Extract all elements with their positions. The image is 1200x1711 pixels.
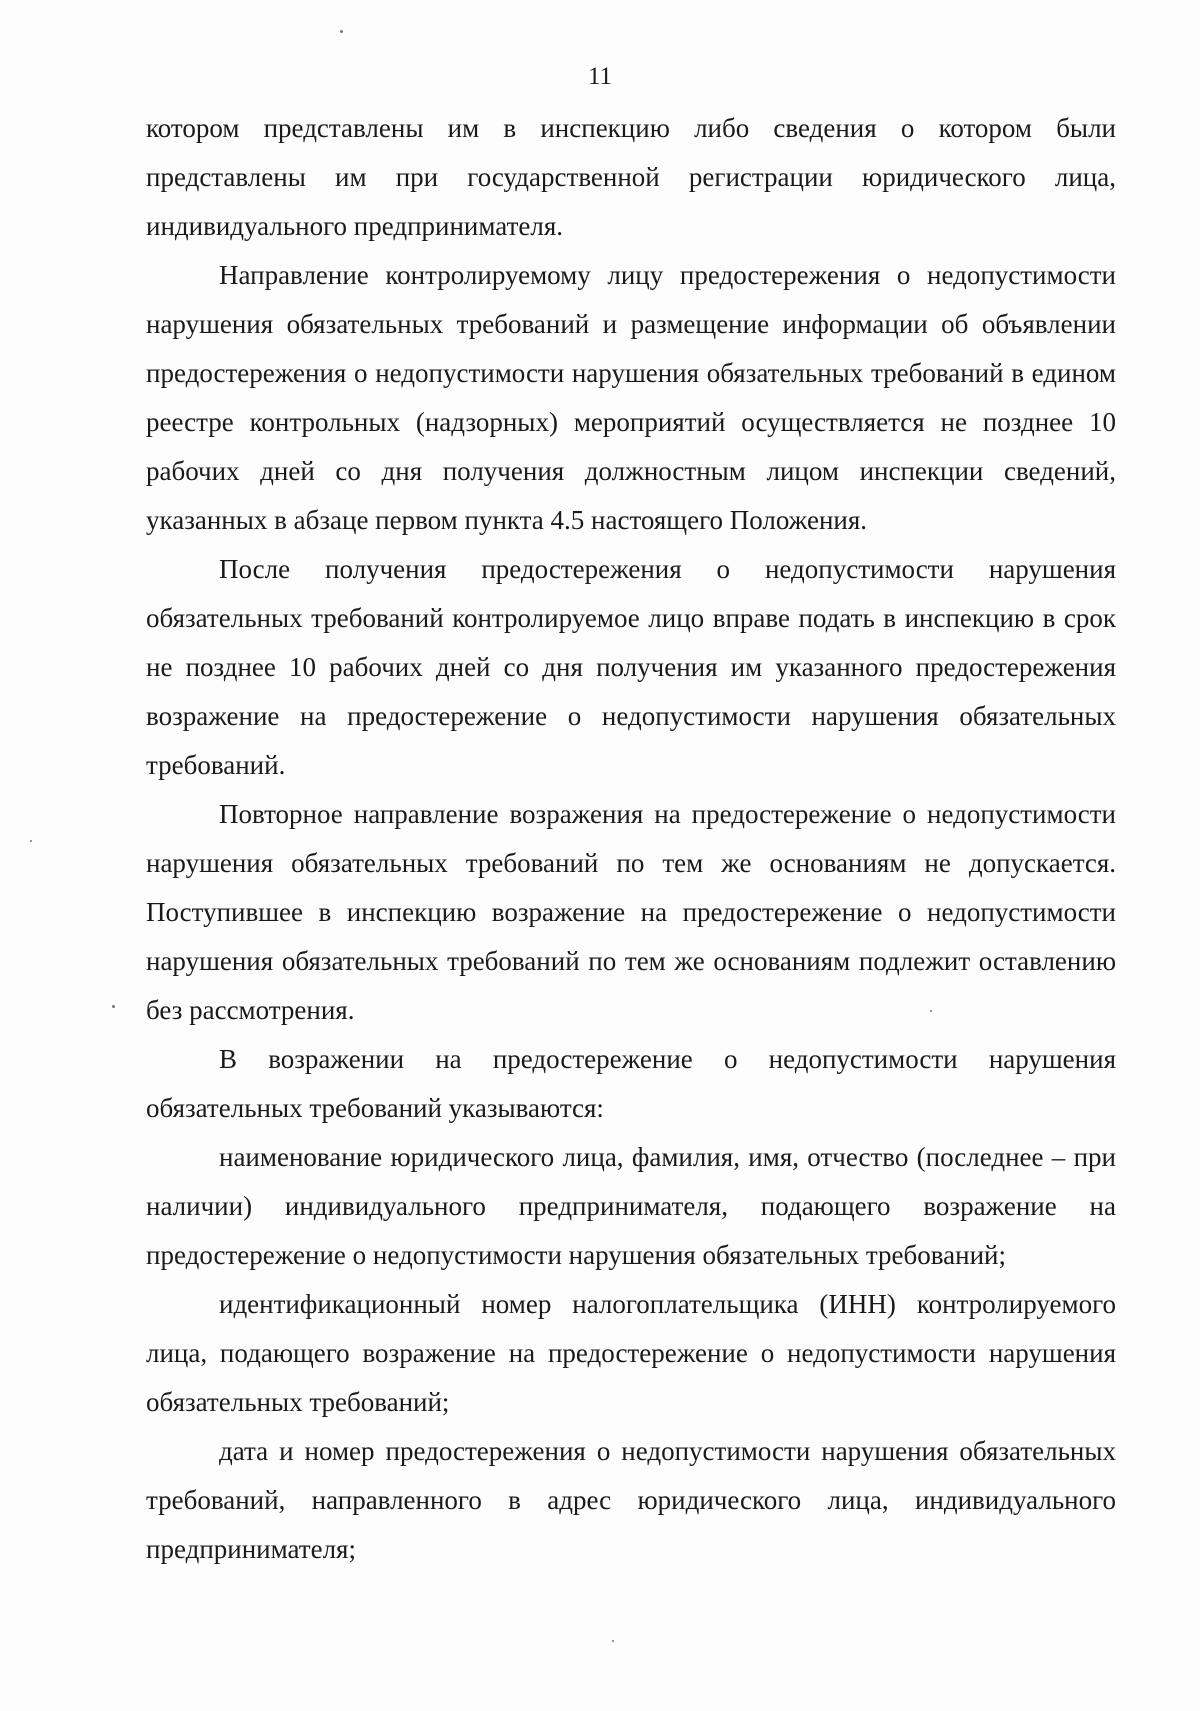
scan-speck xyxy=(30,840,32,842)
paragraph-continuation: котором представлены им в инспекцию либо сведения о котором были представлены им при государственной регистрации юридического лица, индивидуального предпринимателя. xyxy=(146,113,1116,241)
paragraph-warning-direction: Направление контролируемому лицу предостережения о недопустимости нарушения обязательных требований и размещение информации об объявлении предостережения о недопустимости нарушения обязательных требований в едином реестре контрольных (надзорных) мероприятий осуществляется не позднее 10 рабочих дней со дня получения должностным лицом инспекции сведений, указанных в абзаце первом пункта 4.5 настоящего Положения. xyxy=(146,260,1116,535)
scan-speck xyxy=(930,1010,932,1012)
list-item-name: наименование юридического лица, фамилия, имя, отчество (последнее – при наличии) индивидуального предпринимателя, подающего возражение на предостережение о недопустимости нарушения обязательных требований; xyxy=(146,1142,1116,1270)
scan-speck xyxy=(612,1640,614,1642)
scan-speck xyxy=(340,30,343,33)
page-number: 11 xyxy=(587,63,613,90)
list-item-date-number: дата и номер предостережения о недопустимости нарушения обязательных требований, направленного в адрес юридического лица, индивидуального предпринимателя; xyxy=(146,1436,1116,1564)
paragraph-repeated-objection: Повторное направление возражения на предостережение о недопустимости нарушения обязательных требований по тем же основаниям не допускается. Поступившее в инспекцию возражение на предостережение о недопустимости нарушения обязательных требований по тем же основаниям подлежит оставлению без рассмотрения. xyxy=(146,799,1116,1025)
paragraph-objection-right: После получения предостережения о недопустимости нарушения обязательных требований контролируемое лицо вправе подать в инспекцию в срок не позднее 10 рабочих дней со дня получения им указанного предостережения возражение на предостережение о недопустимости нарушения обязательных требований. xyxy=(146,554,1116,780)
document-body xyxy=(146,104,1116,1574)
paragraph-objection-contents: В возражении на предостережение о недопустимости нарушения обязательных требований указываются: xyxy=(146,1044,1116,1123)
scan-speck xyxy=(112,1005,115,1008)
list-item-inn: идентификационный номер налогоплательщика (ИНН) контролируемого лица, подающего возражение на предостережение о недопустимости нарушения обязательных требований; xyxy=(146,1289,1116,1417)
